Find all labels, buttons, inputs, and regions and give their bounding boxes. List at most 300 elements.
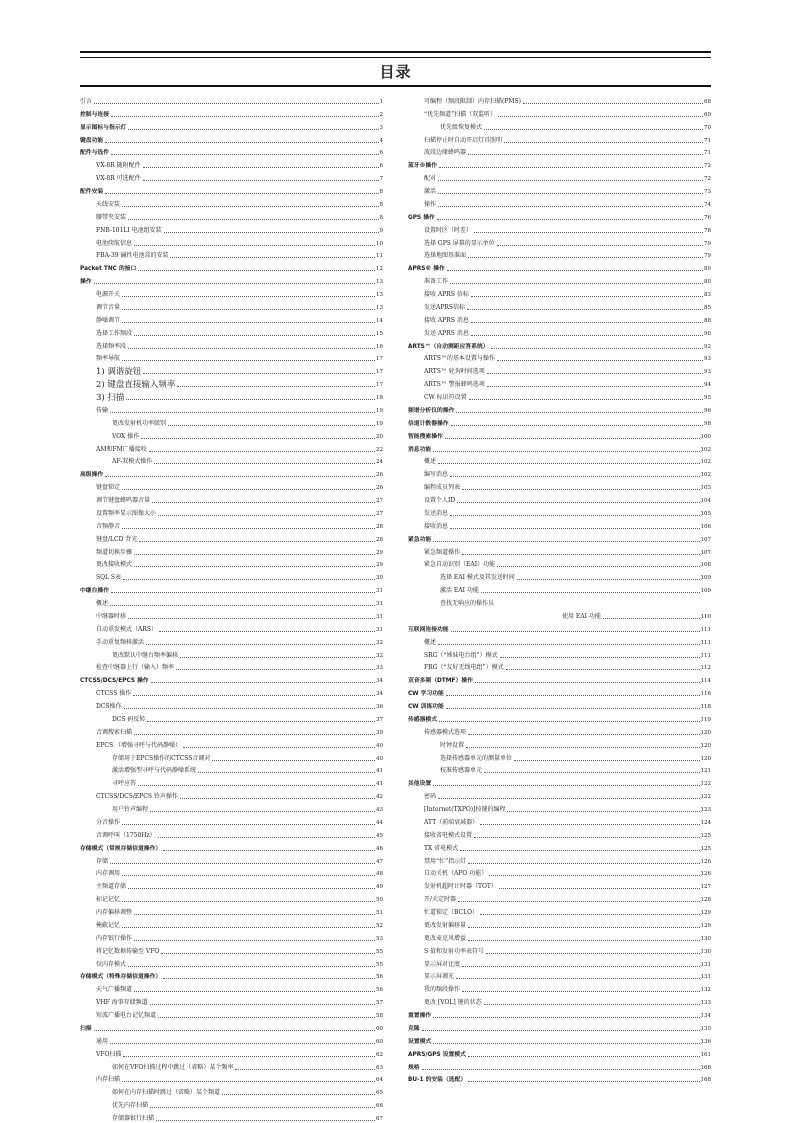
toc-entry[interactable] <box>80 685 383 698</box>
toc-entry[interactable] <box>408 235 711 248</box>
toc-entry[interactable] <box>80 492 383 505</box>
toc-entry[interactable] <box>80 801 383 814</box>
toc-entry-title: 接收 APRS 信标 <box>424 291 469 298</box>
toc-entry-page: 31 <box>376 613 383 620</box>
toc-entry-title: 设置时区（时差） <box>424 226 473 234</box>
toc-entry[interactable] <box>80 325 383 338</box>
toc-entry[interactable] <box>408 788 711 801</box>
toc-entry-title: 键盘锁定 <box>96 484 121 492</box>
toc-entry-title: 其他设置 <box>408 781 432 788</box>
toc-entry-title: 音调搜索扫描 <box>96 728 133 736</box>
toc-entry-page: 121 <box>700 768 711 775</box>
toc-entry[interactable] <box>408 363 711 376</box>
toc-entry-page: 6 <box>379 150 383 157</box>
toc-entry[interactable] <box>80 672 383 685</box>
dot-leader <box>147 721 375 722</box>
toc-entry[interactable] <box>408 557 711 570</box>
toc-entry-title: 校准传感器单元 <box>440 767 483 775</box>
toc-entry-page: 27 <box>376 510 383 517</box>
toc-entry-title: 查找无响应的操作员 <box>440 600 495 607</box>
toc-entry[interactable] <box>408 917 711 930</box>
toc-entry[interactable] <box>80 428 383 441</box>
toc-entry[interactable] <box>408 1007 711 1020</box>
toc-entry[interactable] <box>408 402 711 415</box>
dot-leader <box>134 991 375 992</box>
toc-entry[interactable] <box>80 466 383 479</box>
toc-entry-page: 7 <box>379 176 383 183</box>
toc-entry[interactable] <box>80 1059 383 1072</box>
toc-entry[interactable] <box>408 737 711 750</box>
toc-entry[interactable] <box>408 685 711 698</box>
toc-entry[interactable] <box>80 260 383 273</box>
toc-entry[interactable] <box>80 235 383 248</box>
toc-entry[interactable] <box>80 595 383 608</box>
toc-entry-title: 键盘/LCD 背光 <box>96 535 138 543</box>
toc-entry[interactable] <box>80 170 383 183</box>
toc-entry-page: 94 <box>704 382 711 389</box>
toc-entry[interactable] <box>80 299 383 312</box>
toc-entry[interactable] <box>80 376 383 389</box>
toc-entry[interactable] <box>80 814 383 827</box>
toc-entry[interactable] <box>408 492 711 505</box>
toc-entry-page: 6 <box>379 163 383 170</box>
toc-entry[interactable] <box>80 647 383 660</box>
toc-entry[interactable] <box>408 891 711 904</box>
toc-entry[interactable] <box>80 956 383 969</box>
toc-entry[interactable] <box>80 248 383 261</box>
toc-entry[interactable] <box>80 479 383 492</box>
toc-entry-title: 仅内存模式 <box>96 960 127 968</box>
toc-entry[interactable] <box>80 853 383 866</box>
toc-entry[interactable] <box>408 724 711 737</box>
toc-entry[interactable] <box>80 389 383 402</box>
toc-entry[interactable] <box>408 248 711 261</box>
toc-entry[interactable] <box>80 402 383 415</box>
toc-entry[interactable] <box>408 1020 711 1033</box>
toc-entry-page: 126 <box>700 871 711 878</box>
toc-entry[interactable] <box>408 1059 711 1072</box>
toc-entry[interactable] <box>408 196 711 209</box>
dot-leader <box>110 605 375 606</box>
toc-entry[interactable] <box>408 698 711 711</box>
toc-entry[interactable] <box>408 312 711 325</box>
toc-entry[interactable] <box>408 518 711 531</box>
toc-entry[interactable] <box>408 956 711 969</box>
toc-entry[interactable] <box>80 866 383 879</box>
toc-entry[interactable] <box>408 595 711 608</box>
toc-entry-page: 131 <box>700 961 711 968</box>
toc-entry-page: 55 <box>376 961 383 968</box>
toc-entry-page: 11 <box>376 253 383 260</box>
toc-entry[interactable] <box>408 582 711 595</box>
toc-entry[interactable] <box>80 1072 383 1085</box>
toc-entry-page: 109 <box>700 588 711 595</box>
dot-leader <box>462 489 699 490</box>
toc-entry-title: 引言 <box>80 97 93 105</box>
toc-entry[interactable] <box>408 1033 711 1046</box>
toc-entry[interactable] <box>80 1110 383 1123</box>
toc-entry[interactable] <box>80 544 383 557</box>
toc-entry-page: 31 <box>376 588 383 595</box>
toc-entry[interactable] <box>80 608 383 621</box>
toc-entry[interactable] <box>408 930 711 943</box>
toc-entry[interactable] <box>408 711 711 724</box>
toc-entry-title: 调节键盘蜂鸣器音量 <box>96 497 151 504</box>
toc-entry[interactable] <box>80 196 383 209</box>
toc-entry[interactable] <box>80 273 383 286</box>
toc-entry-page: 22 <box>376 446 383 453</box>
toc-entry-page: 131 <box>700 974 711 981</box>
toc-entry[interactable] <box>80 1033 383 1046</box>
toc-entry[interactable] <box>80 132 383 145</box>
toc-entry[interactable] <box>408 943 711 956</box>
toc-entry[interactable] <box>408 157 711 170</box>
toc-entry[interactable] <box>80 209 383 222</box>
toc-entry[interactable] <box>408 878 711 891</box>
dot-leader <box>471 335 703 336</box>
toc-entry-title: 接收消息 <box>424 522 449 530</box>
toc-entry-title: 规格 <box>408 1064 420 1071</box>
dot-leader <box>94 103 378 104</box>
toc-entry-page: 90 <box>704 330 711 337</box>
toc-entry-page: 102 <box>700 472 711 479</box>
toc-entry-title: 传感器模式 <box>408 716 437 723</box>
toc-entry-page: 134 <box>700 1013 711 1019</box>
dot-leader <box>180 657 375 658</box>
toc-entry-page: 52 <box>376 922 383 929</box>
toc-entry[interactable] <box>408 904 711 917</box>
dot-leader <box>450 283 703 284</box>
toc-entry[interactable] <box>80 788 383 801</box>
toc-entry[interactable] <box>80 454 383 467</box>
toc-entry[interactable] <box>80 750 383 763</box>
dot-leader <box>176 669 375 670</box>
toc-entry[interactable] <box>80 1046 383 1059</box>
toc-entry-title: 紧急频道操作 <box>424 548 461 556</box>
toc-entry[interactable] <box>408 775 711 788</box>
toc-entry[interactable] <box>80 969 383 982</box>
toc-entry[interactable] <box>80 737 383 750</box>
toc-entry[interactable] <box>408 466 711 479</box>
dot-leader <box>491 348 703 349</box>
toc-entry[interactable] <box>408 621 711 634</box>
toc-entry-page: 79 <box>704 240 711 247</box>
toc-entry-title: 更改默认中继台频率偏移 <box>112 651 179 659</box>
dot-leader <box>438 180 703 181</box>
toc-entry[interactable] <box>408 132 711 145</box>
toc-entry[interactable] <box>80 775 383 788</box>
toc-entry[interactable] <box>408 170 711 183</box>
toc-entry-title: CW 标识符设置 <box>424 394 467 401</box>
toc-entry-title: 信道计数器操作 <box>408 420 449 427</box>
toc-entry[interactable] <box>408 183 711 196</box>
dot-leader <box>460 850 699 851</box>
toc-entry-title: 概述 <box>96 600 109 607</box>
dot-leader <box>111 592 375 593</box>
toc-entry-page: 93 <box>704 356 711 363</box>
toc-entry-page: 51 <box>376 910 383 916</box>
dot-leader <box>462 966 699 967</box>
toc-entry-title: 设置个人ID <box>424 497 456 504</box>
dot-leader <box>122 875 375 876</box>
toc-entry-page: 28 <box>376 536 383 543</box>
dot-leader <box>134 566 375 567</box>
toc-entry[interactable] <box>80 1084 383 1097</box>
dot-leader <box>128 888 375 889</box>
toc-entry-title: 静噪调节 <box>96 316 121 324</box>
toc-entry-title: 激活 EAI 功能 <box>440 587 479 595</box>
dot-leader <box>474 837 699 838</box>
toc-entry[interactable] <box>408 866 711 879</box>
toc-entry[interactable] <box>408 750 711 763</box>
toc-entry[interactable] <box>408 454 711 467</box>
toc-entry-title: 蓝牙®操作 <box>408 163 437 170</box>
toc-entry-page: 41 <box>376 768 383 775</box>
toc-entry-page: 107 <box>700 536 711 543</box>
toc-entry[interactable] <box>80 582 383 595</box>
dot-leader <box>161 953 375 954</box>
toc-entry[interactable] <box>408 531 711 544</box>
toc-entry-title: VX-8R 可选配件 <box>96 175 141 183</box>
toc-entry-page: 53 <box>376 935 383 942</box>
dot-leader <box>480 824 699 825</box>
toc-entry[interactable] <box>408 544 711 557</box>
dot-leader <box>506 669 700 670</box>
toc-entry-page: 110 <box>700 613 711 620</box>
toc-entry-title: “优先频道”扫描（双监听） <box>424 110 497 118</box>
toc-entry[interactable] <box>80 363 383 376</box>
toc-entry[interactable] <box>408 763 711 776</box>
toc-entry[interactable] <box>80 904 383 917</box>
toc-entry[interactable] <box>408 853 711 866</box>
dot-leader <box>163 978 375 979</box>
toc-entry[interactable] <box>80 183 383 196</box>
dot-leader <box>468 154 703 155</box>
toc-entry[interactable] <box>80 531 383 544</box>
toc-entry[interactable] <box>80 827 383 840</box>
toc-entry[interactable] <box>408 569 711 582</box>
toc-entry[interactable] <box>408 801 711 814</box>
toc-entry-title: 选择工作频段 <box>96 329 133 337</box>
toc-entry-title: 更改麦克风增益 <box>424 934 467 942</box>
toc-entry[interactable] <box>408 505 711 518</box>
toc-entry-page: 118 <box>700 704 711 710</box>
toc-entry-title: CW 学习功能 <box>408 691 444 698</box>
toc-entry-title: 频道切换步骤 <box>96 548 133 556</box>
toc-entry[interactable] <box>408 634 711 647</box>
dot-leader <box>143 167 379 168</box>
toc-entry-page: 85 <box>704 304 711 311</box>
toc-entry[interactable] <box>80 943 383 956</box>
toc-entry-page: 13 <box>376 304 383 311</box>
toc-entry-page: 98 <box>704 420 711 427</box>
toc-entry-page: 13 <box>376 292 383 298</box>
toc-entry-page: 129 <box>700 910 711 916</box>
toc-entry[interactable] <box>408 672 711 685</box>
toc-entry[interactable] <box>408 260 711 273</box>
toc-entry[interactable] <box>80 415 383 428</box>
toc-entry[interactable] <box>80 621 383 634</box>
toc-entry-title: ARTS™的基本设置与操作 <box>424 355 495 363</box>
toc-entry-page: 125 <box>700 845 711 852</box>
toc-entry-page: 166 <box>700 1064 711 1071</box>
toc-entry-title: 波段边缘蜂鸣器 <box>424 149 467 157</box>
toc-entry[interactable] <box>80 878 383 891</box>
toc-entry[interactable] <box>80 981 383 994</box>
toc-entry-page: 63 <box>376 1064 383 1071</box>
toc-entry[interactable] <box>80 505 383 518</box>
toc-entry-page: 88 <box>704 317 711 324</box>
toc-entry[interactable] <box>80 286 383 299</box>
toc-entry-title: 互联网连接功能 <box>408 626 449 633</box>
toc-entry-title: 扫描停止时自动开启灯具照明 <box>424 136 503 144</box>
toc-entry[interactable] <box>408 209 711 222</box>
toc-entry-page: 72 <box>704 176 711 183</box>
toc-entry[interactable] <box>408 994 711 1007</box>
toc-entry[interactable] <box>80 840 383 853</box>
toc-entry-page: 57 <box>376 1000 383 1007</box>
toc-entry[interactable] <box>80 930 383 943</box>
toc-entry-title: FNB-101LI 电池组安装 <box>96 226 162 234</box>
toc-entry[interactable] <box>80 1020 383 1033</box>
toc-entry[interactable] <box>80 145 383 158</box>
toc-entry[interactable] <box>408 827 711 840</box>
toc-entry[interactable] <box>80 660 383 673</box>
toc-entry[interactable] <box>408 981 711 994</box>
toc-entry-page: 10 <box>376 240 383 247</box>
toc-entry-title: 扫描 <box>80 1025 92 1032</box>
toc-entry-title: S 值和发射功率表符号 <box>424 947 485 955</box>
toc-entry-page: 126 <box>700 858 711 865</box>
toc-entry[interactable] <box>80 1097 383 1110</box>
toc-entry[interactable] <box>408 222 711 235</box>
dot-leader <box>462 554 699 555</box>
toc-entry[interactable] <box>80 106 383 119</box>
toc-entry-title: 发送APRS信标 <box>424 303 465 311</box>
toc-entry[interactable] <box>80 312 383 325</box>
toc-entry[interactable] <box>80 711 383 724</box>
dot-leader <box>507 811 699 812</box>
dot-leader <box>150 1107 375 1108</box>
dot-leader <box>139 541 375 542</box>
dot-leader <box>164 232 379 233</box>
toc-entry[interactable] <box>80 1007 383 1020</box>
toc-entry-title: ARTS™ 轮询时间选项 <box>424 368 485 376</box>
toc-entry-page: 39 <box>376 729 383 736</box>
toc-entry[interactable] <box>408 351 711 364</box>
toc-entry-title: 高级操作 <box>80 472 104 479</box>
toc-entry[interactable] <box>408 660 711 673</box>
toc-entry[interactable] <box>80 994 383 1007</box>
toc-entry[interactable] <box>80 724 383 737</box>
toc-entry-page: 70 <box>704 124 711 131</box>
toc-entry-page: 17 <box>376 369 383 376</box>
dot-leader <box>123 579 375 580</box>
toc-entry[interactable] <box>408 415 711 428</box>
toc-entry[interactable] <box>408 1046 711 1059</box>
toc-entry[interactable] <box>80 222 383 235</box>
toc-entry-page: 26 <box>376 472 383 479</box>
toc-entry[interactable] <box>408 479 711 492</box>
toc-entry[interactable] <box>408 145 711 158</box>
dot-leader <box>422 1069 700 1070</box>
toc-entry[interactable] <box>408 273 711 286</box>
toc-entry-page: 36 <box>376 704 383 710</box>
toc-entry-page: 3 <box>379 124 383 131</box>
toc-entry[interactable] <box>80 891 383 904</box>
toc-entry[interactable] <box>408 389 711 402</box>
toc-entry[interactable] <box>408 299 711 312</box>
toc-entry[interactable] <box>408 1072 711 1085</box>
toc-entry-page: 49 <box>376 884 383 891</box>
toc-entry-page: 40 <box>376 742 383 749</box>
toc-entry-page: 18 <box>376 395 383 401</box>
toc-entry[interactable] <box>80 917 383 930</box>
toc-entry[interactable] <box>408 325 711 338</box>
toc-entry[interactable] <box>408 647 711 660</box>
toc-entry[interactable] <box>408 441 711 454</box>
toc-entry[interactable] <box>80 634 383 647</box>
toc-entry-page: 122 <box>700 781 711 788</box>
dot-leader <box>122 206 378 207</box>
toc-entry[interactable] <box>408 376 711 389</box>
toc-entry-page: 55 <box>376 948 383 955</box>
toc-entry-page: 64 <box>376 1077 383 1084</box>
page-title: 目录 <box>379 63 412 81</box>
toc-entry-title: 存储用于EPCS操作的CTCSS音调对 <box>112 754 211 762</box>
toc-entry[interactable] <box>408 286 711 299</box>
toc-entry[interactable] <box>80 569 383 582</box>
toc-entry[interactable] <box>80 441 383 454</box>
toc-entry[interactable] <box>80 351 383 364</box>
toc-entry[interactable] <box>80 93 383 106</box>
toc-entry-title: 如何在VFO扫描过程中跳过（省略）某个频率 <box>112 1063 234 1071</box>
toc-entry-title: 内存银行操作 <box>96 934 133 942</box>
toc-entry-page: 20 <box>376 433 383 440</box>
toc-entry[interactable] <box>80 119 383 132</box>
toc-entry-page: 107 <box>700 549 711 556</box>
toc-entry-title: 更改发射偏移量 <box>424 921 467 929</box>
toc-entry[interactable] <box>408 93 711 106</box>
toc-entry[interactable] <box>80 763 383 776</box>
toc-entry-title: 激活 <box>424 188 437 195</box>
toc-entry[interactable] <box>80 518 383 531</box>
toc-entry-title: 标记记忆 <box>96 896 121 904</box>
toc-entry[interactable] <box>80 698 383 711</box>
toc-entry[interactable] <box>408 814 711 827</box>
toc-entry-page: 29 <box>376 562 383 569</box>
toc-entry[interactable] <box>408 119 711 132</box>
dot-leader <box>222 1094 375 1095</box>
toc-entry[interactable] <box>80 157 383 170</box>
toc-entry-title: 显示屏调光 <box>424 973 455 981</box>
toc-entry[interactable] <box>80 338 383 351</box>
toc-entry[interactable] <box>408 608 711 621</box>
toc-entry[interactable] <box>408 840 711 853</box>
dot-leader <box>468 734 699 735</box>
dot-leader <box>498 116 703 117</box>
dot-leader <box>123 1056 375 1057</box>
toc-entry[interactable] <box>408 428 711 441</box>
toc-entry[interactable] <box>408 338 711 351</box>
toc-entry[interactable] <box>408 106 711 119</box>
dot-leader <box>471 296 703 297</box>
toc-entry[interactable] <box>408 969 711 982</box>
toc-entry[interactable] <box>80 557 383 570</box>
dot-leader <box>487 386 703 387</box>
toc-entry-title: 忙道锁定（BCLO） <box>424 909 479 916</box>
dot-leader <box>439 167 703 168</box>
